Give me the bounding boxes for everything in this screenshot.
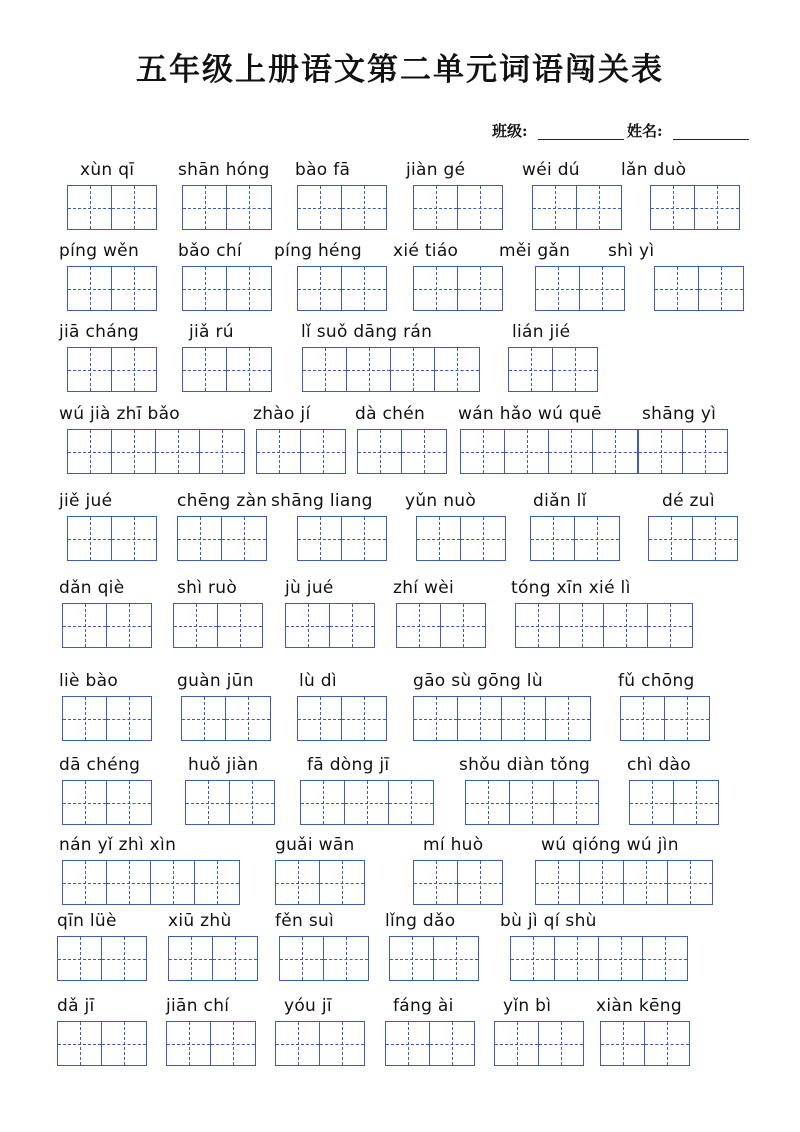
tianzige-cell[interactable] (510, 781, 554, 824)
writing-grid[interactable] (297, 185, 387, 230)
writing-grid[interactable] (62, 780, 152, 825)
page-title: 五年级上册语文第二单元词语闯关表 (136, 52, 664, 88)
writing-grid[interactable] (465, 780, 599, 825)
tianzige-cell[interactable] (167, 1022, 211, 1065)
tianzige-cell[interactable] (458, 267, 502, 310)
tianzige-cell[interactable] (536, 267, 580, 310)
writing-grid[interactable] (182, 347, 272, 392)
tianzige-cell[interactable] (183, 267, 227, 310)
pinyin-label: qīn lüè (57, 911, 117, 931)
class-label: 班级: (492, 122, 528, 140)
tianzige-cell[interactable] (502, 697, 546, 740)
tianzige-cell[interactable] (222, 517, 266, 560)
pinyin-label: zhào jí (253, 404, 311, 424)
pinyin-label: shāng yì (642, 404, 717, 424)
tianzige-cell[interactable] (386, 1022, 430, 1065)
tianzige-cell[interactable] (112, 348, 156, 391)
writing-grid[interactable] (297, 266, 387, 311)
tianzige-cell[interactable] (546, 697, 590, 740)
pinyin-label: mí huò (423, 835, 484, 855)
tianzige-cell[interactable] (390, 937, 434, 980)
tianzige-cell[interactable] (58, 1022, 102, 1065)
tianzige-cell[interactable] (516, 604, 560, 647)
pinyin-label: shì ruò (177, 578, 238, 598)
writing-grid[interactable] (494, 1021, 584, 1066)
tianzige-cell[interactable] (665, 697, 709, 740)
tianzige-cell[interactable] (320, 861, 364, 904)
writing-grid[interactable] (168, 936, 258, 981)
pinyin-label: yóu jī (284, 996, 332, 1016)
tianzige-cell[interactable] (555, 937, 599, 980)
tianzige-cell[interactable] (342, 186, 386, 229)
tianzige-cell[interactable] (347, 348, 391, 391)
tianzige-cell[interactable] (560, 604, 604, 647)
tianzige-cell[interactable] (434, 937, 478, 980)
writing-grid[interactable] (530, 516, 620, 561)
tianzige-cell[interactable] (195, 861, 239, 904)
writing-grid[interactable] (285, 603, 375, 648)
tianzige-cell[interactable] (674, 781, 718, 824)
tianzige-cell[interactable] (324, 937, 368, 980)
writing-grid[interactable] (67, 347, 157, 392)
pinyin-label: bù jì qí shù (500, 911, 597, 931)
pinyin-label: píng wěn (59, 241, 140, 261)
tianzige-cell[interactable] (693, 517, 737, 560)
writing-grid[interactable] (67, 266, 157, 311)
tianzige-cell[interactable] (509, 348, 553, 391)
tianzige-cell[interactable] (63, 861, 107, 904)
pinyin-label: lián jié (512, 322, 571, 342)
tianzige-cell[interactable] (182, 697, 226, 740)
tianzige-cell[interactable] (227, 348, 271, 391)
pinyin-label: wéi dú (522, 160, 580, 180)
pinyin-label: fěn suì (275, 911, 335, 931)
writing-grid[interactable] (275, 860, 365, 905)
tianzige-cell[interactable] (536, 861, 580, 904)
writing-grid[interactable] (535, 860, 713, 905)
tianzige-cell[interactable] (112, 267, 156, 310)
pinyin-label: shān hóng (178, 160, 270, 180)
writing-grid[interactable] (57, 1021, 147, 1066)
tianzige-cell[interactable] (169, 937, 213, 980)
tianzige-cell[interactable] (549, 430, 593, 473)
writing-grid[interactable] (177, 516, 267, 561)
tianzige-cell[interactable] (683, 430, 727, 473)
writing-grid[interactable] (181, 696, 271, 741)
tianzige-cell[interactable] (553, 348, 597, 391)
writing-grid[interactable] (413, 696, 591, 741)
tianzige-cell[interactable] (213, 937, 257, 980)
writing-grid[interactable] (413, 185, 503, 230)
tianzige-cell[interactable] (301, 781, 345, 824)
pinyin-label: píng héng (274, 241, 362, 261)
writing-grid[interactable] (510, 936, 688, 981)
tianzige-cell[interactable] (230, 781, 274, 824)
pinyin-label: wú qióng wú jìn (541, 835, 679, 855)
tianzige-cell[interactable] (533, 186, 577, 229)
tianzige-cell[interactable] (276, 861, 320, 904)
tianzige-cell[interactable] (414, 697, 458, 740)
pinyin-label: guàn jūn (177, 671, 254, 691)
tianzige-cell[interactable] (601, 1022, 645, 1065)
pinyin-label: jù jué (285, 578, 334, 598)
tianzige-cell[interactable] (577, 186, 621, 229)
tianzige-cell[interactable] (604, 604, 648, 647)
tianzige-cell[interactable] (298, 517, 342, 560)
pinyin-label: chēng zàn (177, 491, 268, 511)
tianzige-cell[interactable] (63, 781, 107, 824)
tianzige-cell[interactable] (599, 937, 643, 980)
tianzige-cell[interactable] (298, 267, 342, 310)
pinyin-label: dǎ jī (57, 996, 95, 1016)
tianzige-cell[interactable] (593, 430, 637, 473)
writing-grid[interactable] (297, 696, 387, 741)
tianzige-cell[interactable] (414, 861, 458, 904)
writing-grid[interactable] (416, 516, 506, 561)
writing-grid[interactable] (279, 936, 369, 981)
tianzige-cell[interactable] (621, 697, 665, 740)
tianzige-cell[interactable] (649, 517, 693, 560)
tianzige-cell[interactable] (417, 517, 461, 560)
tianzige-cell[interactable] (218, 604, 262, 647)
tianzige-cell[interactable] (156, 430, 200, 473)
tianzige-cell[interactable] (458, 861, 502, 904)
pinyin-label: jiàn gé (406, 160, 466, 180)
pinyin-label: shì yì (608, 241, 655, 261)
pinyin-label: jiā cháng (59, 322, 140, 342)
tianzige-cell[interactable] (531, 517, 575, 560)
writing-grid[interactable] (535, 266, 625, 311)
name-label: 姓名: (627, 122, 663, 140)
tianzige-cell[interactable] (112, 430, 156, 473)
writing-grid[interactable] (300, 780, 434, 825)
tianzige-cell[interactable] (107, 697, 151, 740)
tianzige-cell[interactable] (107, 861, 151, 904)
tianzige-cell[interactable] (303, 348, 347, 391)
tianzige-cell[interactable] (200, 430, 244, 473)
tianzige-cell[interactable] (397, 604, 441, 647)
tianzige-cell[interactable] (301, 430, 345, 473)
class-field[interactable] (538, 139, 624, 140)
writing-grid[interactable] (57, 936, 147, 981)
tianzige-cell[interactable] (645, 1022, 689, 1065)
writing-grid[interactable] (654, 266, 744, 311)
writing-grid[interactable] (385, 1021, 475, 1066)
pinyin-label: fǔ chōng (618, 671, 695, 691)
tianzige-cell[interactable] (441, 604, 485, 647)
pinyin-label: jiān chí (166, 996, 230, 1016)
writing-grid[interactable] (67, 185, 157, 230)
pinyin-label: xiū zhù (168, 911, 232, 931)
tianzige-cell[interactable] (458, 186, 502, 229)
writing-grid[interactable] (620, 696, 710, 741)
tianzige-cell[interactable] (68, 517, 112, 560)
tianzige-cell[interactable] (342, 697, 386, 740)
writing-grid[interactable] (62, 603, 152, 648)
tianzige-cell[interactable] (624, 861, 668, 904)
pinyin-label: tóng xīn xié lì (511, 578, 631, 598)
tianzige-cell[interactable] (668, 861, 712, 904)
tianzige-cell[interactable] (58, 937, 102, 980)
tianzige-cell[interactable] (63, 604, 107, 647)
tianzige-cell[interactable] (178, 517, 222, 560)
tianzige-cell[interactable] (330, 604, 374, 647)
pinyin-label: diǎn lǐ (533, 491, 587, 511)
writing-grid[interactable] (182, 185, 272, 230)
pinyin-label: xiàn kēng (596, 996, 682, 1016)
pinyin-label: xié tiáo (393, 241, 459, 261)
tianzige-cell[interactable] (345, 781, 389, 824)
tianzige-cell[interactable] (174, 604, 218, 647)
pinyin-label: liè bào (59, 671, 119, 691)
pinyin-label: lǐng dǎo (385, 911, 456, 931)
writing-grid[interactable] (166, 1021, 256, 1066)
tianzige-cell[interactable] (107, 604, 151, 647)
tianzige-cell[interactable] (68, 186, 112, 229)
pinyin-label: guǎi wān (275, 835, 355, 855)
tianzige-cell[interactable] (651, 186, 695, 229)
tianzige-cell[interactable] (183, 186, 227, 229)
writing-grid[interactable] (638, 429, 728, 474)
tianzige-cell[interactable] (699, 267, 743, 310)
pinyin-label: měi gǎn (499, 241, 571, 261)
tianzige-cell[interactable] (495, 1022, 539, 1065)
writing-grid[interactable] (460, 429, 638, 474)
pinyin-label: lù dì (299, 671, 337, 691)
pinyin-label: lǎn duò (621, 160, 687, 180)
writing-grid[interactable] (185, 780, 275, 825)
pinyin-label: yǔn nuò (405, 491, 477, 511)
pinyin-label: lǐ suǒ dāng rán (301, 322, 433, 342)
writing-grid[interactable] (389, 936, 479, 981)
pinyin-label: yǐn bì (503, 996, 552, 1016)
writing-grid[interactable] (396, 603, 486, 648)
pinyin-label: huǒ jiàn (188, 755, 259, 775)
pinyin-label: wán hǎo wú quē (458, 404, 602, 424)
pinyin-label: shāng liang (271, 491, 373, 511)
pinyin-label: zhí wèi (393, 578, 455, 598)
tianzige-cell[interactable] (276, 1022, 320, 1065)
tianzige-cell[interactable] (466, 781, 510, 824)
tianzige-cell[interactable] (298, 186, 342, 229)
tianzige-cell[interactable] (226, 697, 270, 740)
tianzige-cell[interactable] (414, 267, 458, 310)
tianzige-cell[interactable] (112, 186, 156, 229)
pinyin-label: jiǎ rú (189, 322, 234, 342)
tianzige-cell[interactable] (655, 267, 699, 310)
tianzige-cell[interactable] (458, 697, 502, 740)
name-field[interactable] (673, 139, 749, 140)
tianzige-cell[interactable] (107, 781, 151, 824)
tianzige-cell[interactable] (430, 1022, 474, 1065)
tianzige-cell[interactable] (320, 1022, 364, 1065)
tianzige-cell[interactable] (68, 348, 112, 391)
writing-grid[interactable] (62, 860, 240, 905)
writing-grid[interactable] (357, 429, 447, 474)
writing-grid[interactable] (532, 185, 622, 230)
tianzige-cell[interactable] (435, 348, 479, 391)
pinyin-label: gāo sù gōng lù (413, 671, 543, 691)
writing-grid[interactable] (413, 860, 503, 905)
pinyin-label: shǒu diàn tǒng (459, 755, 591, 775)
tianzige-cell[interactable] (402, 430, 446, 473)
tianzige-cell[interactable] (342, 517, 386, 560)
pinyin-label: fā dòng jī (307, 755, 390, 775)
writing-grid[interactable] (67, 516, 157, 561)
tianzige-cell[interactable] (630, 781, 674, 824)
pinyin-label: bào fā (295, 160, 351, 180)
tianzige-cell[interactable] (643, 937, 687, 980)
writing-grid[interactable] (256, 429, 346, 474)
tianzige-cell[interactable] (183, 348, 227, 391)
pinyin-label: bǎo chí (178, 241, 242, 261)
writing-grid[interactable] (648, 516, 738, 561)
writing-grid[interactable] (275, 1021, 365, 1066)
writing-grid[interactable] (182, 266, 272, 311)
tianzige-cell[interactable] (414, 186, 458, 229)
writing-grid[interactable] (515, 603, 693, 648)
tianzige-cell[interactable] (63, 697, 107, 740)
tianzige-cell[interactable] (575, 517, 619, 560)
tianzige-cell[interactable] (391, 348, 435, 391)
tianzige-cell[interactable] (151, 861, 195, 904)
tianzige-cell[interactable] (648, 604, 692, 647)
tianzige-cell[interactable] (639, 430, 683, 473)
writing-grid[interactable] (62, 696, 152, 741)
tianzige-cell[interactable] (102, 937, 146, 980)
pinyin-label: xùn qī (80, 160, 135, 180)
pinyin-label: jiě jué (59, 491, 113, 511)
pinyin-label: dā chéng (59, 755, 141, 775)
writing-grid[interactable] (600, 1021, 690, 1066)
tianzige-cell[interactable] (580, 267, 624, 310)
tianzige-cell[interactable] (389, 781, 433, 824)
tianzige-cell[interactable] (227, 267, 271, 310)
pinyin-label: dà chén (355, 404, 426, 424)
writing-grid[interactable] (508, 347, 598, 392)
pinyin-label: dé zuì (662, 491, 715, 511)
writing-grid[interactable] (173, 603, 263, 648)
tianzige-cell[interactable] (227, 186, 271, 229)
tianzige-cell[interactable] (461, 430, 505, 473)
pinyin-label: nán yǐ zhì xìn (59, 835, 177, 855)
pinyin-label: wú jià zhī bǎo (59, 404, 180, 424)
pinyin-label: chì dào (627, 755, 691, 775)
tianzige-cell[interactable] (298, 697, 342, 740)
tianzige-cell[interactable] (505, 430, 549, 473)
tianzige-cell[interactable] (112, 517, 156, 560)
tianzige-cell[interactable] (280, 937, 324, 980)
tianzige-cell[interactable] (286, 604, 330, 647)
tianzige-cell[interactable] (68, 430, 112, 473)
tianzige-cell[interactable] (461, 517, 505, 560)
tianzige-cell[interactable] (257, 430, 301, 473)
tianzige-cell[interactable] (358, 430, 402, 473)
writing-grid[interactable] (413, 266, 503, 311)
tianzige-cell[interactable] (511, 937, 555, 980)
tianzige-cell[interactable] (211, 1022, 255, 1065)
tianzige-cell[interactable] (68, 267, 112, 310)
tianzige-cell[interactable] (186, 781, 230, 824)
tianzige-cell[interactable] (580, 861, 624, 904)
writing-grid[interactable] (302, 347, 480, 392)
writing-grid[interactable] (67, 429, 245, 474)
tianzige-cell[interactable] (102, 1022, 146, 1065)
tianzige-cell[interactable] (342, 267, 386, 310)
writing-grid[interactable] (650, 185, 740, 230)
writing-grid[interactable] (629, 780, 719, 825)
tianzige-cell[interactable] (554, 781, 598, 824)
tianzige-cell[interactable] (695, 186, 739, 229)
pinyin-label: dǎn qiè (59, 578, 125, 598)
writing-grid[interactable] (297, 516, 387, 561)
tianzige-cell[interactable] (539, 1022, 583, 1065)
pinyin-label: fáng ài (393, 996, 454, 1016)
